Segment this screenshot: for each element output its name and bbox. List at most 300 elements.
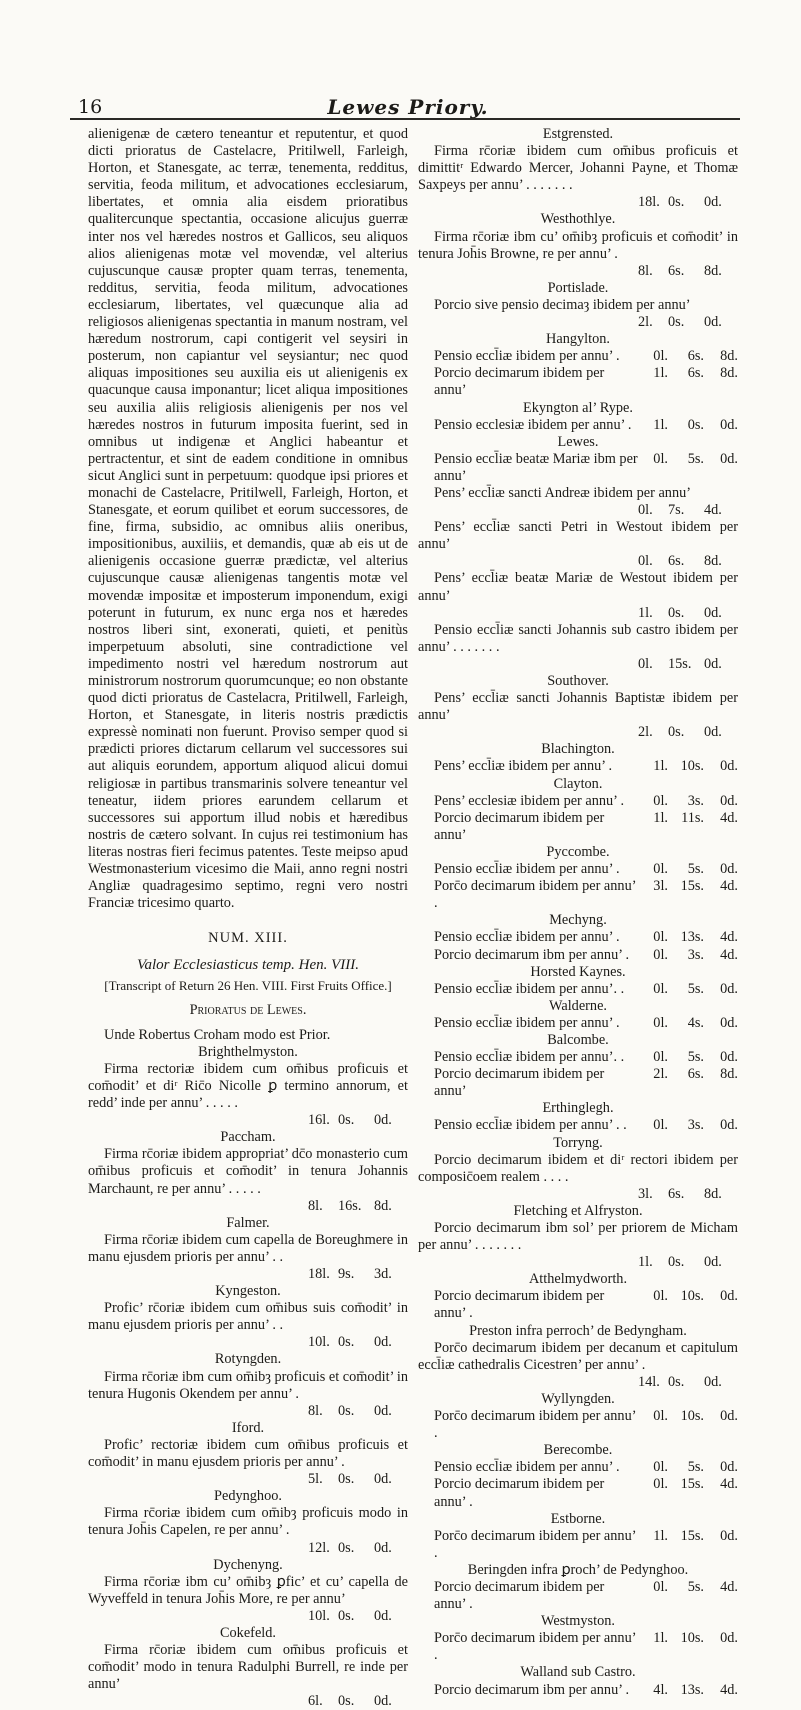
place-name: Brighthelmyston. xyxy=(198,1043,298,1060)
amount xyxy=(638,1117,738,1134)
amount-pounds: 8l. xyxy=(638,262,653,279)
place-name: Portislade. xyxy=(547,279,609,296)
amount xyxy=(638,947,738,964)
amount xyxy=(638,1528,738,1545)
amount-pounds: 4l. xyxy=(653,1681,668,1698)
place-name: Preston infra perroch’ de Bedyngham. xyxy=(469,1322,687,1339)
entry-row xyxy=(418,793,738,810)
amount-line xyxy=(418,1254,738,1271)
entry-row xyxy=(418,1579,738,1613)
amount-shillings: 10s. xyxy=(680,1408,704,1425)
entry-text: Pensio eccl̄iæ ibidem per annu’ . xyxy=(434,348,620,365)
valor-title: Valor Ecclesiasticus temp. Hen. VIII. xyxy=(136,957,360,974)
amount-shillings: 6s. xyxy=(668,262,685,279)
amount-pounds: 0l. xyxy=(653,1578,668,1595)
amount-pounds: 0l. xyxy=(653,980,668,997)
amount-pence: 0d. xyxy=(720,1630,738,1647)
amount-pounds: 1l. xyxy=(638,604,653,621)
amount-pence: 4d. xyxy=(720,929,738,946)
amount-pence: 0d. xyxy=(704,194,722,211)
place-name: Blachington. xyxy=(541,741,615,758)
amount-pence: 0d. xyxy=(720,792,738,809)
entry-text: Pensio eccl̄iæ ibidem per annu’ . xyxy=(434,1459,620,1476)
entry-text: Profic’ rc̄oriæ ibidem cum om̄ibus suis com̄odit’ in manu ejusdem prioris per annu’ . . xyxy=(88,1300,408,1334)
amount-pounds: 1l. xyxy=(653,365,668,382)
entry-text: Porcio decimarum ibidem per annu’ xyxy=(434,365,605,399)
entry-text: Porcio decimarum ibidem per annu’ . xyxy=(434,1476,605,1510)
amount-pence: 4d. xyxy=(720,1578,738,1595)
amount-shillings: 13s. xyxy=(680,1681,704,1698)
amount-pounds: 6l. xyxy=(308,1693,323,1710)
amount-line xyxy=(88,1334,408,1351)
entry-text: Porc̄o decimarum ibidem per decanum et capitulum eccl̄iæ cathedralis Cicestren’ per annu’ . xyxy=(418,1339,738,1373)
amount-shillings: 5s. xyxy=(687,1459,704,1476)
amount-shillings: 15s. xyxy=(680,1476,704,1493)
place-name: Atthelmydworth. xyxy=(528,1271,628,1288)
amount-shillings: 16s. xyxy=(338,1197,362,1214)
amount-shillings: 0s. xyxy=(338,1334,355,1351)
amount xyxy=(308,1693,408,1710)
entry-text: Porcio decimarum ibm per annu’ . xyxy=(434,946,630,963)
place-name: Ekyngton al’ Rype. xyxy=(523,399,633,416)
amount xyxy=(638,1066,738,1083)
amount-pence: 4d. xyxy=(704,502,722,519)
amount xyxy=(638,502,738,519)
amount xyxy=(638,861,738,878)
entry-text: Porcio decimarum ibm sol’ per priorem de Micham per annu’ . . . . . . . xyxy=(418,1220,738,1254)
amount-pence: 0d. xyxy=(374,1471,392,1488)
amount-pence: 8d. xyxy=(704,262,722,279)
amount-pence: 4d. xyxy=(720,809,738,826)
amount-shillings: 0s. xyxy=(687,416,704,433)
amount-pounds: 0l. xyxy=(653,792,668,809)
amount-shillings: 10s. xyxy=(680,1288,704,1305)
amount-shillings: 4s. xyxy=(687,1014,704,1031)
amount xyxy=(638,1630,738,1647)
entry-text: Porcio sive pensio decimaȝ ibidem per annu’ xyxy=(434,296,691,313)
amount xyxy=(638,656,738,673)
amount xyxy=(638,724,738,741)
amount xyxy=(638,553,738,570)
amount-pounds: 2l. xyxy=(638,724,653,741)
entry-text: Pensio eccl̄iæ ibidem per annu’ . xyxy=(434,861,620,878)
amount-pounds: 0l. xyxy=(653,1014,668,1031)
amount-shillings: 15s. xyxy=(680,878,704,895)
amount-pence: 0d. xyxy=(374,1607,392,1624)
amount-pence: 0d. xyxy=(704,724,722,741)
amount-pence: 8d. xyxy=(704,1185,722,1202)
amount-shillings: 0s. xyxy=(668,604,685,621)
amount xyxy=(308,1266,408,1283)
amount xyxy=(638,1186,738,1203)
amount xyxy=(638,605,738,622)
amount-shillings: 6s. xyxy=(687,1066,704,1083)
place-name: Pyccombe. xyxy=(546,843,610,860)
left-entries xyxy=(88,1044,408,1710)
amount-pence: 0d. xyxy=(374,1334,392,1351)
amount-pence: 0d. xyxy=(374,1539,392,1556)
prioratus-title: Prioratus de Lewes. xyxy=(189,1001,307,1018)
entry-text: Firma rc̄oriæ ibm cum om̄ibȝ proficuis et com̄odit’ in tenura Hugonis Okendem per annu’ . xyxy=(88,1368,408,1402)
amount xyxy=(308,1198,408,1215)
entry-text: Pensio eccl̄iæ beatæ Mariæ ibm per annu’ xyxy=(434,450,638,484)
amount-pounds: 10l. xyxy=(308,1607,330,1624)
amount-pounds: 10l. xyxy=(308,1334,330,1351)
amount-shillings: 15s. xyxy=(680,1527,704,1544)
place-name: Dychenyng. xyxy=(213,1556,283,1573)
entry-text: Firma rectoriæ ibidem cum om̄ibus proficuis et com̄odit’ et diʳ Ric̄o Nicolle ꝑ termino annorum, et redd’ inde per annu’ . . . . . xyxy=(88,1060,408,1112)
amount xyxy=(638,758,738,775)
amount xyxy=(638,929,738,946)
amount-shillings: 6s. xyxy=(687,365,704,382)
amount-shillings: 0s. xyxy=(338,1402,355,1419)
amount xyxy=(638,793,738,810)
entry-row xyxy=(418,1630,738,1664)
entry-text: Porcio decimarum ibidem et diʳ rectori ibidem per composic̄oem realem . . . . xyxy=(418,1151,738,1185)
amount-pence: 4d. xyxy=(720,878,738,895)
amount-pounds: 8l. xyxy=(308,1197,323,1214)
amount-shillings: 15s. xyxy=(668,655,692,672)
amount xyxy=(638,1254,738,1271)
amount-pounds: 0l. xyxy=(653,1117,668,1134)
left-column xyxy=(88,126,408,1710)
entry-text: Porc̄o decimarum ibidem per annu’ . xyxy=(434,878,636,912)
place-name: Estgrensted. xyxy=(542,126,614,142)
amount xyxy=(638,1682,738,1699)
entry-text: Pens’ eccl̄iæ sancti Johannis Baptistæ ibidem per annu’ xyxy=(418,690,738,724)
entry-text: Pensio ecclesiæ ibidem per annu’ . xyxy=(434,416,632,433)
entry-row xyxy=(418,878,738,912)
amount-pence: 8d. xyxy=(720,1066,738,1083)
entry-row xyxy=(418,1117,738,1134)
entry-text: Pensio eccl̄iæ ibidem per annu’ . xyxy=(434,1014,620,1031)
entry-text: Pensio eccl̄iæ ibidem per annu’. . xyxy=(434,980,625,997)
transcript-note: [Transcript of Return 26 Hen. VIII. First Fruits Office.] xyxy=(104,977,392,993)
amount-pence: 0d. xyxy=(374,1402,392,1419)
amount-line xyxy=(418,194,738,211)
amount-shillings: 11s. xyxy=(681,809,704,826)
amount xyxy=(308,1112,408,1129)
amount xyxy=(638,1049,738,1066)
entry-row xyxy=(418,417,738,434)
place-name: Erthinglegh. xyxy=(542,1100,614,1117)
amount xyxy=(308,1334,408,1351)
entry-text: Porcio decimarum ibm per annu’ . xyxy=(434,1681,630,1698)
amount-pounds: 2l. xyxy=(638,314,653,331)
amount-pence: 8d. xyxy=(704,553,722,570)
amount-pounds: 0l. xyxy=(653,1459,668,1476)
amount-shillings: 0s. xyxy=(668,194,685,211)
amount xyxy=(638,417,738,434)
amount xyxy=(308,1471,408,1488)
amount xyxy=(638,348,738,365)
running-title: Lewes Priory. xyxy=(327,95,489,119)
amount-shillings: 7s. xyxy=(668,502,685,519)
amount xyxy=(638,810,738,827)
amount xyxy=(638,1288,738,1305)
amount-shillings: 6s. xyxy=(687,348,704,365)
page-number: 16 xyxy=(78,96,103,118)
amount-shillings: 3s. xyxy=(687,946,704,963)
amount-shillings: 6s. xyxy=(668,1185,685,1202)
entry-row xyxy=(418,1015,738,1032)
place-name: Pedynghoo. xyxy=(214,1488,282,1505)
entry-text: Profic’ rectoriæ ibidem cum om̄ibus proficuis et com̄odit’ in manu ejusdem prioris per annu’ . xyxy=(88,1436,408,1471)
place-name: Estborne. xyxy=(550,1510,606,1527)
amount-pence: 3d. xyxy=(374,1266,392,1282)
amount-pence: 0d. xyxy=(374,1693,392,1710)
amount-shillings: 0s. xyxy=(338,1607,355,1624)
place-name: Cokefeld. xyxy=(220,1624,276,1641)
amount-shillings: 10s. xyxy=(680,758,704,775)
entry-text: Pens’ eccl̄iæ sancti Petri in Westout ibidem per annu’ xyxy=(418,519,738,553)
amount-shillings: 3s. xyxy=(687,1117,704,1134)
place-name: Torryng. xyxy=(553,1134,603,1151)
amount-shillings: 0s. xyxy=(668,724,685,741)
entry-text: Pens’ eccl̄iæ sancti Andreæ ibidem per annu’ xyxy=(434,484,692,501)
entry-text: Pensio eccl̄iæ sancti Johannis sub castro ibidem per annu’ . . . . . . . xyxy=(418,621,738,655)
page-header xyxy=(78,96,738,118)
amount-pence: 0d. xyxy=(720,861,738,878)
amount-pence: 8d. xyxy=(720,365,738,382)
amount-pence: 0d. xyxy=(720,1049,738,1066)
entry-text: Pensio eccl̄iæ ibidem per annu’. . xyxy=(434,1049,625,1066)
amount xyxy=(638,451,738,468)
amount-line xyxy=(418,553,738,570)
amount xyxy=(638,263,738,280)
amount xyxy=(638,365,738,382)
amount-line xyxy=(418,1374,738,1391)
amount-pounds: 0l. xyxy=(638,655,653,672)
amount-pounds: 0l. xyxy=(653,348,668,365)
amount-pence: 0d. xyxy=(374,1112,392,1129)
amount-shillings: 0s. xyxy=(668,1254,685,1271)
amount-pence: 8d. xyxy=(374,1197,392,1214)
right-entries xyxy=(418,126,738,1699)
amount-pounds: 12l. xyxy=(308,1539,330,1556)
amount-line xyxy=(88,1471,408,1488)
amount-shillings: 5s. xyxy=(687,980,704,997)
entry-row xyxy=(418,348,738,365)
amount-line xyxy=(418,314,738,331)
amount-pounds: 1l. xyxy=(653,809,668,826)
place-name: Westmyston. xyxy=(541,1613,615,1630)
entry-text: Firma rc̄oriæ ibm cu’ om̄ibȝ proficuis et com̄odit’ in tenura Joh̄is Browne, re per annu’ . xyxy=(418,228,738,262)
amount-pence: 0d. xyxy=(720,1014,738,1031)
entry-text: Pens’ eccl̄iæ beatæ Mariæ de Westout ibidem per annu’ xyxy=(418,570,738,604)
amount-shillings: 0s. xyxy=(338,1471,355,1488)
place-name: Lewes. xyxy=(557,433,599,450)
place-name: Rotyngden. xyxy=(214,1351,282,1368)
amount-pounds: 0l. xyxy=(653,1476,668,1493)
amount-pence: 0d. xyxy=(720,1459,738,1476)
entry-text: Firma rc̄oriæ ibidem cum om̄ibȝ proficuis modo in tenura Joh̄is Capelen, re per annu’ . xyxy=(88,1505,408,1539)
place-name: Paccham. xyxy=(220,1129,276,1146)
amount-pounds: 18l. xyxy=(638,194,660,211)
amount xyxy=(638,1408,738,1425)
amount-pence: 0d. xyxy=(704,314,722,331)
amount-pounds: 3l. xyxy=(638,1185,653,1202)
amount-pence: 0d. xyxy=(704,1373,722,1390)
amount-pounds: 1l. xyxy=(638,1254,653,1271)
entry-text: Pensio eccl̄iæ ibidem per annu’ . xyxy=(434,929,620,946)
amount-line xyxy=(418,502,738,519)
place-name: Hangylton. xyxy=(546,331,610,348)
amount-line xyxy=(418,724,738,741)
entry-row xyxy=(418,758,738,775)
place-name: Clayton. xyxy=(553,775,603,792)
entry-text: Firma rc̄oriæ ibidem cum om̄ibus proficuis et com̄odit’ modo in tenura Radulphi Burrell, re inde per annu’ xyxy=(88,1642,408,1693)
amount-shillings: 6s. xyxy=(668,553,685,570)
amount-pence: 4d. xyxy=(720,946,738,963)
amount-shillings: 0s. xyxy=(668,314,685,331)
amount-pence: 0d. xyxy=(720,758,738,775)
amount-pounds: 16l. xyxy=(308,1112,330,1129)
entry-row xyxy=(418,1459,738,1476)
entry-row xyxy=(418,929,738,946)
amount-pence: 8d. xyxy=(720,348,738,365)
amount-pence: 0d. xyxy=(720,980,738,997)
amount-pence: 4d. xyxy=(720,1476,738,1493)
amount-pounds: 14l. xyxy=(638,1373,660,1390)
amount-line xyxy=(88,1112,408,1129)
charter-text: alienigenæ de cætero teneantur et reputentur, et quod dicti prioratus de Castelacre, Pritilwell, Farleigh, Horton, et Stanesgate, ac terræ, tenementa, redditus, servitia, feoda militum, et advocationes ecclesiarum, libertates, et omnia alia eisdem prioratibus qualitercunque spectantia, occasione alicujus guerræ inter nos vel hæredes nostros et Gallicos, seu aliquos alios alienigenas motæ vel movendæ, vel alterius cujuscunque causæ propter quam terras, tenementa, redditus, servitia, feoda militum, advocationes ecclesiarum, libertates, vel quæcunque alia ad religiosos alienigenas spectantia in manum nostram, vel hæredum nostrorum, capi contigerit vel seysiri in posterum, non capiantur vel seysiantur; nec quod aliquas impositiones seu auxilia eis ut alienigenis ex quacunque causa imponantur; licet aliqua impositiones seu auxilia aliis religiosis alienigenis per nos vel hæredes nostros in futurum imposita fuerint, sed in omnibus ut indigenæ et Anglici habeantur et pertractentur, et sint de eadem conditione in omnibus sicut Anglici sunt in perpetuum: quodque ipsi priores et monachi de Castelacre, Pritilwell, Farleigh, Horton, et Stanesgate, et eorum quilibet et eorum successores, de fine, firma, subsidio, ac omnibus aliis oneribus, impositionibus, auxiliis, et demandis, quæ ab eis ut de alienigenis occasione guerræ prædictæ, vel alterius cujuscunque causæ alienigenas tangentis motæ vel movendæ impositæ et imposterum imponendum, exigi poterunt in futurum, ex nunc erga nos et hæredes nostros liberi sint, exonerati, quieti, et penitùs imperpetuum absoluti, sine contradictione vel impedimento nostri vel hæredum nostrorum aut ministrorum nostrorum quorumcunque; eo non obstante quod dicti prioratus de Castelacra, Pritilwell, Farleigh, Horton, et Stanesgate, in literis nostris prædictis expressè nominati non fuerunt. Proviso semper quod si prædicti priores dictarum cellarum vel successores sui aut aliquis eorundem, apportum aliquod alicui domui religiosæ in partibus transmarinis solvere teneantur vel teneatur, iidem priores earundem cellarum et successores sui apportum illud nobis et hæredibus nostris de cætero solvant. In cujus rei testimonium has literas nostras fieri fecimus patentes. Teste meipso apud Westmonasterium vicesimo die Maii, anno regni nostri Angliæ quadragesimo septimo, regni vero nostri Franciæ tricesimo quarto. xyxy=(88,126,408,912)
amount-line xyxy=(88,1403,408,1420)
entry-row xyxy=(418,947,738,964)
amount-pounds: 0l. xyxy=(653,929,668,946)
amount xyxy=(638,981,738,998)
amount-shillings: 3s. xyxy=(687,792,704,809)
amount-shillings: 0s. xyxy=(668,1373,685,1390)
amount-shillings: 0s. xyxy=(338,1112,355,1129)
amount xyxy=(638,878,738,895)
amount xyxy=(638,314,738,331)
amount-line xyxy=(418,605,738,622)
amount xyxy=(638,1476,738,1493)
entry-row xyxy=(418,1049,738,1066)
place-name: Southover. xyxy=(547,673,609,689)
amount-line xyxy=(418,1186,738,1203)
amount-pounds: 5l. xyxy=(308,1471,323,1488)
amount-line xyxy=(418,263,738,280)
amount-pounds: 1l. xyxy=(653,1527,668,1544)
amount-pence: 0d. xyxy=(704,655,722,672)
amount-pence: 0d. xyxy=(704,1254,722,1271)
amount-line xyxy=(88,1540,408,1557)
amount-shillings: 0s. xyxy=(338,1539,355,1556)
amount-shillings: 5s. xyxy=(687,1578,704,1595)
entry-text: Porcio decimarum ibidem per annu’ . xyxy=(434,1578,605,1613)
entry-text: Porc̄o decimarum ibidem per annu’ . xyxy=(434,1527,636,1561)
amount-pence: 4d. xyxy=(720,1681,738,1698)
amount xyxy=(308,1608,408,1625)
place-name: Wyllyngden. xyxy=(541,1390,615,1407)
entry-text: Porc̄o decimarum ibidem per annu’ . xyxy=(434,1630,636,1664)
amount-pence: 0d. xyxy=(720,1117,738,1134)
amount xyxy=(308,1403,408,1420)
place-name: Berecombe. xyxy=(543,1442,613,1459)
amount-pounds: 0l. xyxy=(638,502,653,519)
amount xyxy=(638,1459,738,1476)
amount-line xyxy=(88,1608,408,1625)
header-rule xyxy=(70,118,740,120)
amount-pounds: 1l. xyxy=(653,1630,668,1647)
entry-text: Firma rc̄oriæ ibm cu’ om̄ibȝ ꝑfic’ et cu’ capella de Wyveffeld in tenura Joh̄is More, re per annu’ xyxy=(88,1573,408,1607)
amount xyxy=(638,1015,738,1032)
amount-pence: 0d. xyxy=(720,1527,738,1544)
entry-text: Firma rc̄oriæ ibidem cum om̄ibus proficuis et dimittitʳ Edwardo Mercer, Johanni Payne, et Thomæ Saxpeys per annu’ . . . . . . . xyxy=(418,143,738,194)
entry-text: Pens’ ecclesiæ ibidem per annu’ . xyxy=(434,792,625,809)
entry-text: Porc̄o decimarum ibidem per annu’ . xyxy=(434,1408,636,1442)
entry-row xyxy=(418,810,738,844)
amount-shillings: 9s. xyxy=(338,1266,355,1282)
place-name: Falmer. xyxy=(226,1214,270,1231)
amount xyxy=(308,1540,408,1557)
amount-pounds: 0l. xyxy=(653,861,668,878)
amount-pounds: 1l. xyxy=(653,416,668,433)
entry-row xyxy=(418,1408,738,1442)
entry-row xyxy=(418,981,738,998)
amount-pence: 0d. xyxy=(720,450,738,467)
place-name: Walland sub Castro. xyxy=(520,1664,636,1681)
amount-pounds: 2l. xyxy=(653,1066,668,1083)
amount-pounds: 0l. xyxy=(653,1408,668,1425)
prior-statement: Unde Robertus Croham modo est Prior. xyxy=(104,1026,331,1043)
entry-text: Firma rc̄oriæ ibidem appropriat’ dc̄o monasterio cum om̄ibus proficuis et com̄odit’ in tenura Johannis Marchaunt, re per annu’ . . . . . xyxy=(88,1146,408,1197)
amount-shillings: 10s. xyxy=(680,1630,704,1647)
place-name: Mechyng. xyxy=(549,912,607,929)
amount-pounds: 0l. xyxy=(653,450,668,467)
amount-shillings: 13s. xyxy=(680,929,704,946)
entry-row xyxy=(418,1528,738,1562)
place-name: Kyngeston. xyxy=(215,1283,281,1300)
entry-text: Porcio decimarum ibidem per annu’ xyxy=(434,1066,605,1100)
right-column xyxy=(418,126,738,1699)
amount-pounds: 0l. xyxy=(653,1288,668,1305)
amount-pounds: 0l. xyxy=(653,1049,668,1066)
entry-row xyxy=(418,451,738,485)
amount xyxy=(638,1579,738,1596)
entry-row xyxy=(418,1288,738,1322)
amount-pence: 0d. xyxy=(720,1288,738,1305)
place-name: Westhothlye. xyxy=(540,211,616,228)
amount-line xyxy=(418,656,738,673)
amount xyxy=(638,194,738,211)
amount-pence: 0d. xyxy=(704,604,722,621)
entry-text: Porcio decimarum ibidem per annu’ xyxy=(434,809,605,843)
amount-line xyxy=(88,1693,408,1710)
place-name: Beringden infra ꝑroch’ de Pedynghoo. xyxy=(467,1561,689,1578)
entry-text: Pens’ eccl̄iæ ibidem per annu’ . xyxy=(434,758,613,775)
amount-pounds: 0l. xyxy=(638,553,653,570)
entry-text: Firma rc̄oriæ ibidem cum capella de Boreughmere in manu ejusdem prioris per annu’ . . xyxy=(88,1231,408,1265)
section-number: NUM. XIII. xyxy=(208,930,288,947)
amount-pence: 0d. xyxy=(720,416,738,433)
amount-pounds: 8l. xyxy=(308,1402,323,1419)
place-name: Fletching et Alfryston. xyxy=(513,1202,643,1219)
amount-shillings: 5s. xyxy=(687,1049,704,1066)
amount-shillings: 5s. xyxy=(687,450,704,467)
place-name: Walderne. xyxy=(549,997,607,1014)
entry-row xyxy=(418,861,738,878)
entry-text: Pensio eccl̄iæ ibidem per annu’ . . xyxy=(434,1117,627,1134)
amount-pounds: 1l. xyxy=(653,758,668,775)
entry-row xyxy=(418,365,738,399)
place-name: Iford. xyxy=(231,1419,265,1436)
place-name: Horsted Kaynes. xyxy=(530,963,626,980)
amount-pence: 0d. xyxy=(720,1408,738,1425)
entry-text: Porcio decimarum ibidem per annu’ . xyxy=(434,1288,605,1322)
